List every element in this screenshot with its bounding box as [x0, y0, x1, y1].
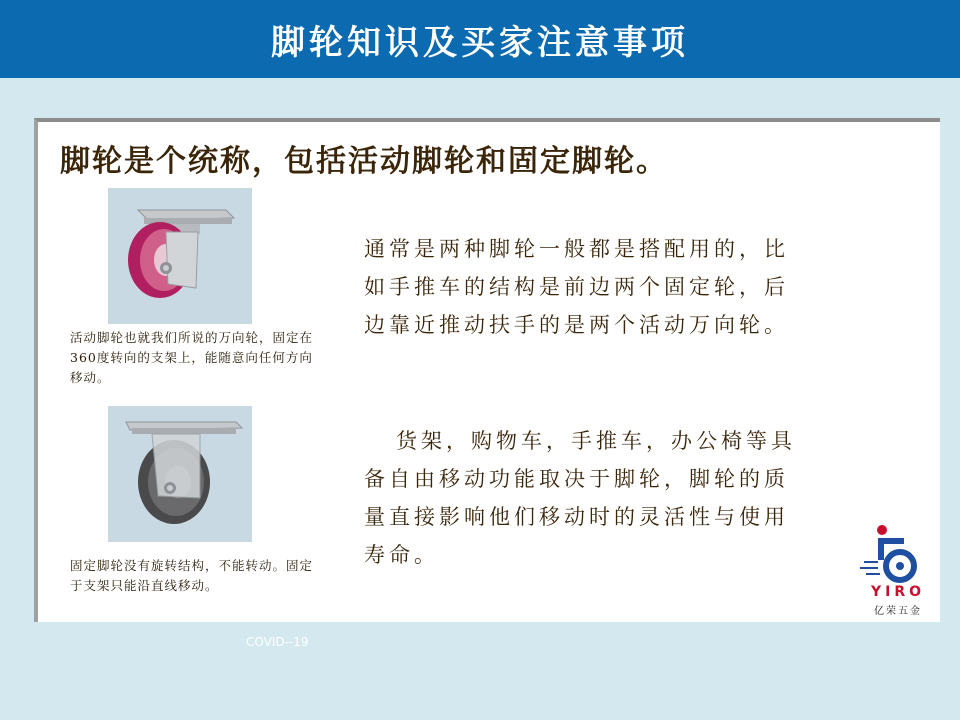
content-panel: [34, 118, 940, 622]
rigid-caster-illustration: [108, 406, 252, 542]
paragraph-importance: 货架，购物车，手推车，办公椅等具备自由移动功能取决于脚轮，脚轮的质量直接影响他们移动时的灵活性与使用寿命。: [364, 429, 796, 567]
logo-subtitle: 亿荣五金: [874, 606, 922, 617]
page-title: 脚轮知识及买家注意事项: [271, 22, 689, 63]
caster-wheel-icon: [858, 522, 938, 584]
yiro-logo: [858, 522, 938, 618]
rigid-caster-caption: 固定脚轮没有旋转结构，不能转动。固定于支架只能沿直线移动。: [70, 558, 314, 593]
main-heading: 脚轮是个统称，包括活动脚轮和固定脚轮。: [60, 144, 668, 179]
swivel-caster-illustration: [108, 188, 252, 324]
paragraph-usage: 通常是两种脚轮一般都是搭配用的，比如手推车的结构是前边两个固定轮，后边靠近推动扶手的是两个活动万向轮。: [364, 237, 789, 337]
logo-brand-text: YIRO: [870, 584, 926, 600]
swivel-caster-image: [108, 188, 252, 324]
header-bar: [0, 0, 960, 78]
footer-note: COVID--19: [246, 635, 309, 649]
swivel-caster-caption: 活动脚轮也就我们所说的万向轮，固定在360度转向的支架上，能随意向任何方向移动。: [70, 330, 314, 385]
rigid-caster-image: [108, 406, 252, 542]
